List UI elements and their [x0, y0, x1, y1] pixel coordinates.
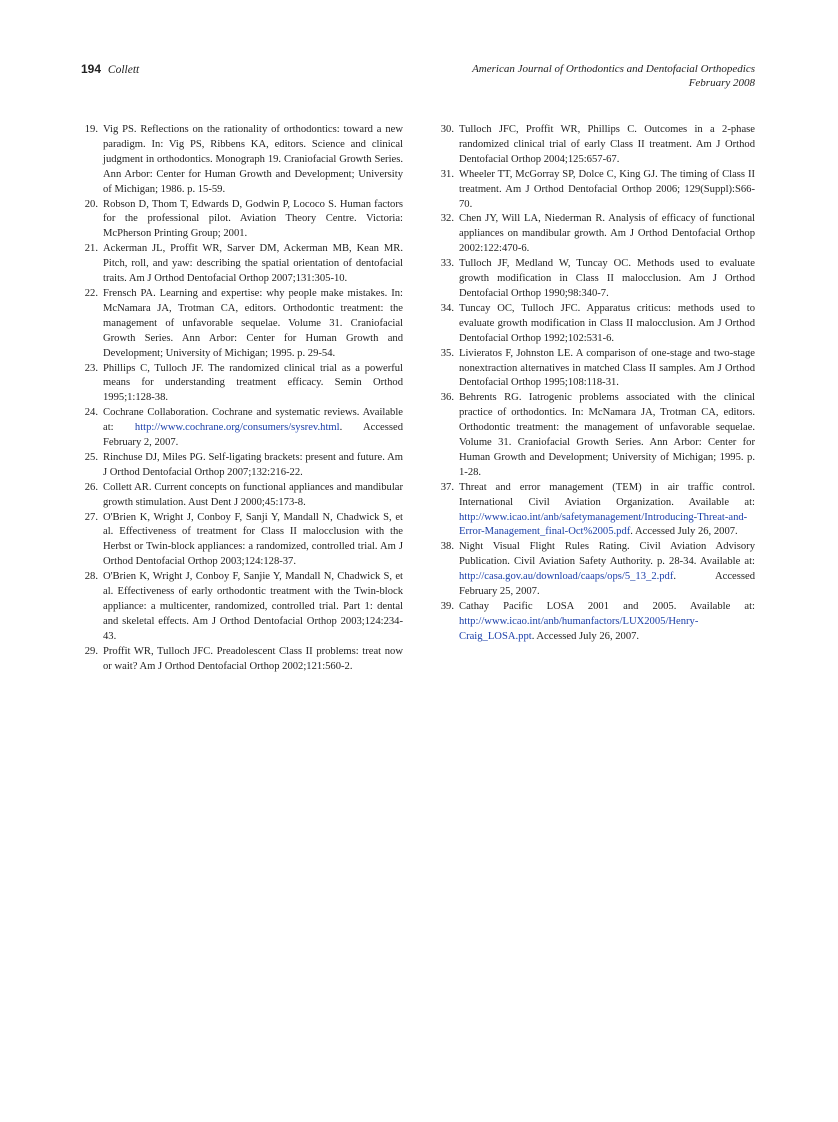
reference-item	[437, 212, 755, 257]
reference-link[interactable]: http://casa.gov.au/download/caaps/ops/5_13_2.pdf	[459, 571, 674, 583]
reference-text: Rinchuse DJ, Miles PG. Self-ligating brackets: present and future. Am J Orthod Dentofacial Orthop 2007;132:216-22.	[103, 451, 403, 478]
reference-column-left	[81, 123, 403, 675]
reference-number: 26.	[84, 481, 98, 493]
reference-text: Collett AR. Current concepts on functional appliances and mandibular growth stimulation. Aust Dent J 2000;45:173-8.	[103, 481, 403, 508]
page-number: 194	[81, 62, 102, 76]
reference-number: 28.	[84, 571, 98, 583]
reference-item	[81, 451, 403, 481]
reference-number: 25.	[84, 451, 98, 463]
running-header-right	[472, 62, 755, 90]
reference-number: 27.	[84, 511, 98, 523]
reference-item	[437, 123, 755, 168]
reference-text: Livieratos F, Johnston LE. A comparison of one-stage and two-stage nonextraction alternatives in matched Class II samples. Am J Orthod Dentofacial Orthop 1995;108:118-31.	[459, 347, 755, 389]
reference-item	[437, 168, 755, 213]
reference-item	[81, 645, 403, 675]
reference-number: 31.	[440, 168, 454, 180]
reference-number: 29.	[84, 645, 98, 657]
reference-number: 36.	[440, 392, 454, 404]
reference-text: Tulloch JF, Medland W, Tuncay OC. Methods used to evaluate growth modification in Class II malocclusion. Am J Orthod Dentofacial Orthop 1990;98:340-7.	[459, 258, 755, 299]
reference-item	[81, 287, 403, 362]
reference-number: 37.	[440, 481, 454, 493]
reference-text: Threat and error management (TEM) in air traffic control. International Civil Aviation Organization. Available at:	[459, 481, 755, 508]
reference-number: 35.	[440, 347, 454, 359]
reference-text-after-link: . Accessed July 26, 2007.	[531, 630, 640, 642]
reference-text: Wheeler TT, McGorray SP, Dolce C, King GJ. The timing of Class II treatment. Am J Orthod Dentofacial Orthop 2006; 129(Suppl):S66-70.	[459, 168, 755, 210]
reference-item	[437, 302, 755, 347]
reference-item	[81, 481, 403, 511]
reference-text-after-link: . Accessed February 25, 2007.	[459, 571, 755, 598]
reference-number: 30.	[440, 124, 454, 135]
reference-link[interactable]: http://www.cochrane.org/consumers/sysrev.html	[134, 422, 340, 434]
reference-number: 38.	[440, 541, 454, 553]
reference-text: O'Brien K, Wright J, Conboy F, Sanji Y, Mandall N, Chadwick S, et al. Effectiveness of treatment for Class II malocclusion with the Herbst or Twin-block appliances: a randomized, controlled trial. Am J Orthod Dentofacial Orthop 2003;124:128-37.	[103, 511, 403, 568]
reference-item	[81, 511, 403, 571]
reference-text: Tulloch JFC, Proffit WR, Phillips C. Outcomes in a 2-phase randomized clinical trial of early Class II treatment. Am J Orthod Dentofacial Orthop 2004;125:657-67.	[459, 124, 755, 165]
reference-text: Robson D, Thom T, Edwards D, Godwin P, Lococo S. Human factors for the professional pilot. Aviation Theory Centre. Victoria: McPherson Printing Group; 2001.	[103, 198, 403, 240]
reference-item	[81, 123, 403, 198]
reference-number: 34.	[440, 302, 454, 314]
reference-number: 39.	[440, 601, 454, 612]
reference-item	[437, 391, 755, 480]
reference-column-right	[437, 123, 755, 645]
reference-text: Vig PS. Reflections on the rationality of orthodontics: toward a new paradigm. In: Vig PS, Ribbens KA, editors. Science and clinical judgment in orthodontics. Monograph 19. Craniofacial Growth Series. Ann Arbor: Center for Human Growth and Development; University of Michigan; 1986. p. 15-59.	[103, 124, 403, 195]
reference-text: Frensch PA. Learning and expertise: why people make mistakes. In: McNamara JA, Trotman CA, editors. Orthodontic treatment: the management of unfavorable sequelae. Volume 31. Craniofacial Growth Series. Ann Arbor: Center for Human Growth and Development; University of Michigan; 1995. p. 29-54.	[103, 287, 403, 359]
reference-text-after-link: . Accessed February 2, 2007.	[103, 422, 403, 449]
reference-text: Cochrane Collaboration. Cochrane and systematic reviews. Available at:	[103, 407, 403, 434]
reference-number: 22.	[84, 287, 98, 299]
reference-item	[437, 347, 755, 392]
reference-item	[437, 600, 755, 645]
reference-text: Night Visual Flight Rules Rating. Civil Aviation Advisory Publication. Civil Aviation Safety Authority. p. 28-34. Available at:	[459, 541, 755, 568]
reference-link[interactable]: http://www.icao.int/anb/safetymanagement/Introducing-Threat-and-Error-Management_final-Oct%2005.pdf	[459, 511, 748, 538]
running-author: Collett	[107, 64, 140, 76]
reference-link[interactable]: http://www.icao.int/anb/humanfactors/LUX2005/Henry-Craig_LOSA.ppt	[459, 615, 699, 642]
reference-number: 21.	[84, 243, 98, 255]
reference-text-after-link: . Accessed July 26, 2007.	[630, 526, 738, 538]
reference-number: 32.	[440, 213, 454, 225]
journal-title: American Journal of Orthodontics and Dentofacial Orthopedics	[472, 63, 755, 75]
reference-text: Phillips C, Tulloch JF. The randomized clinical trial as a powerful means for understanding treatment efficacy. Semin Orthod 1995;1:128-38.	[103, 362, 403, 404]
reference-number: 19.	[84, 124, 98, 135]
reference-item	[81, 362, 403, 407]
reference-item	[81, 242, 403, 287]
reference-number: 20.	[84, 198, 98, 210]
reference-item	[81, 406, 403, 451]
reference-item	[437, 540, 755, 600]
reference-item	[437, 257, 755, 302]
reference-text: O'Brien K, Wright J, Conboy F, Sanjie Y, Mandall N, Chadwick S, et al. Effectiveness of early orthodontic treatment with the Twin-block appliance: a multicenter, randomized, controlled trial. Part 1: dental and skeletal effects. Am J Orthod Dentofacial Orthop 2003;124:234-43.	[103, 571, 403, 642]
reference-number: 33.	[440, 258, 454, 270]
reference-text: Tuncay OC, Tulloch JFC. Apparatus criticus: methods used to evaluate growth modification in Class II malocclusion. Am J Orthod Dentofacial Orthop 1992;102:531-6.	[459, 302, 755, 344]
reference-text: Cathay Pacific LOSA 2001 and 2005. Available at:	[459, 601, 755, 612]
reference-item	[81, 570, 403, 645]
running-header-left	[81, 62, 139, 76]
reference-text: Chen JY, Will LA, Niederman R. Analysis of efficacy of functional appliances on mandibular growth. Am J Orthod Dentofacial Orthop 2002:122:470-6.	[459, 213, 755, 255]
reference-number: 23.	[84, 362, 98, 374]
issue-date: February 2008	[688, 77, 755, 89]
reference-text: Behrents RG. Iatrogenic problems associated with the clinical practice of orthodontics. In: McNamara JA, Trotman CA, editors. Orthodontic treatment: the management of unfavorable sequelae. Volume 31. Craniofacial Growth Series. Ann Arbor: Center for Human Growth and Development; University of Michigan; 1995. p. 1-28.	[459, 392, 755, 478]
reference-number: 24.	[84, 407, 98, 419]
reference-text: Ackerman JL, Proffit WR, Sarver DM, Ackerman MB, Kean MR. Pitch, roll, and yaw: describing the spatial orientation of dentofacial traits. Am J Orthod Dentofacial Orthop 2007;131:305-10.	[103, 243, 403, 285]
reference-item	[437, 481, 755, 541]
reference-item	[81, 198, 403, 243]
reference-text: Proffit WR, Tulloch JFC. Preadolescent Class II problems: treat now or wait? Am J Orthod Dentofacial Orthop 2002;121:560-2.	[103, 645, 403, 672]
